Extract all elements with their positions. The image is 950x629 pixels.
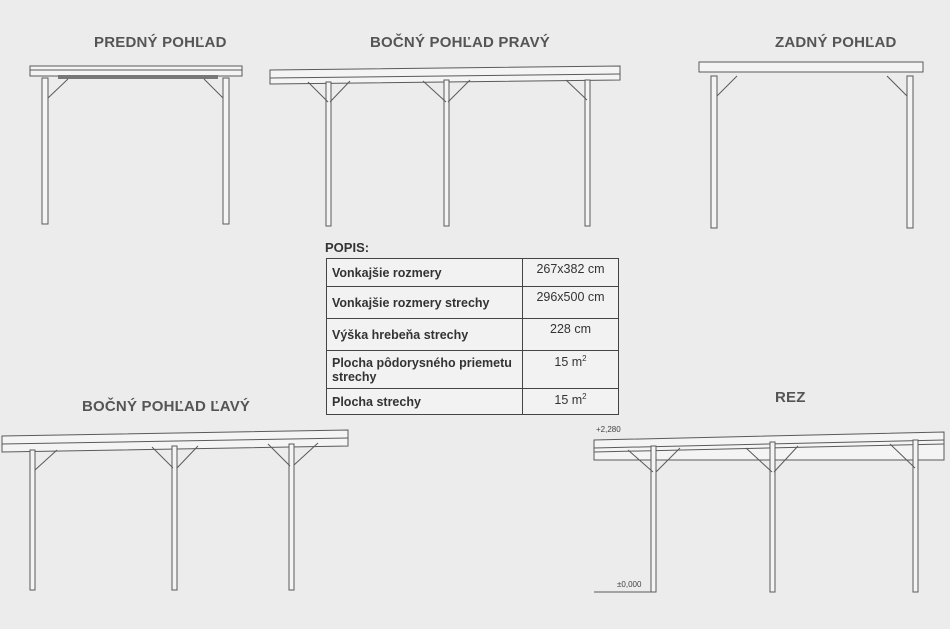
specification-table xyxy=(326,258,619,415)
front-view-drawing xyxy=(28,64,244,230)
side-left-view-drawing xyxy=(2,428,352,592)
table-row xyxy=(327,259,619,287)
section-view-title: REZ xyxy=(775,389,806,406)
table-row xyxy=(327,351,619,389)
level-bottom-text: ±0,000 xyxy=(617,580,642,589)
table-cell-value xyxy=(523,351,619,389)
value-text: 15 m xyxy=(554,393,583,408)
table-row xyxy=(327,319,619,351)
front-view-title: PREDNÝ POHĽAD xyxy=(94,34,227,51)
side-right-view-drawing xyxy=(270,64,622,228)
table-cell-key: Výška hrebeňa strechy xyxy=(327,319,523,351)
value-text: 15 m xyxy=(554,355,583,370)
back-view-title: ZADNÝ POHĽAD xyxy=(775,34,897,51)
level-marker-bottom xyxy=(617,580,641,589)
side-right-view-title: BOČNÝ POHĽAD PRAVÝ xyxy=(370,34,551,51)
table-cell-value: 228 cm xyxy=(523,319,619,351)
side-left-view-title: BOČNÝ POHĽAD ĽAVÝ xyxy=(82,398,251,415)
table-row xyxy=(327,389,619,415)
table-cell-key: Plocha strechy xyxy=(327,389,523,415)
table-cell-value xyxy=(523,389,619,415)
level-marker-top xyxy=(596,425,621,434)
table-cell-value: 296x500 cm xyxy=(523,287,619,319)
table-cell-value: 267x382 cm xyxy=(523,259,619,287)
back-view-drawing xyxy=(697,60,929,232)
table-cell-key: Vonkajšie rozmery strechy xyxy=(327,287,523,319)
value-superscript: 2 xyxy=(582,354,587,363)
section-view-drawing xyxy=(594,430,946,594)
table-cell-key: Plocha pôdorysného priemetu strechy xyxy=(327,351,523,389)
level-top-text: +2,280 xyxy=(596,425,621,434)
popis-label: POPIS: xyxy=(325,240,370,255)
value-superscript: 2 xyxy=(582,392,587,401)
table-row xyxy=(327,287,619,319)
table-cell-key: Vonkajšie rozmery xyxy=(327,259,523,287)
